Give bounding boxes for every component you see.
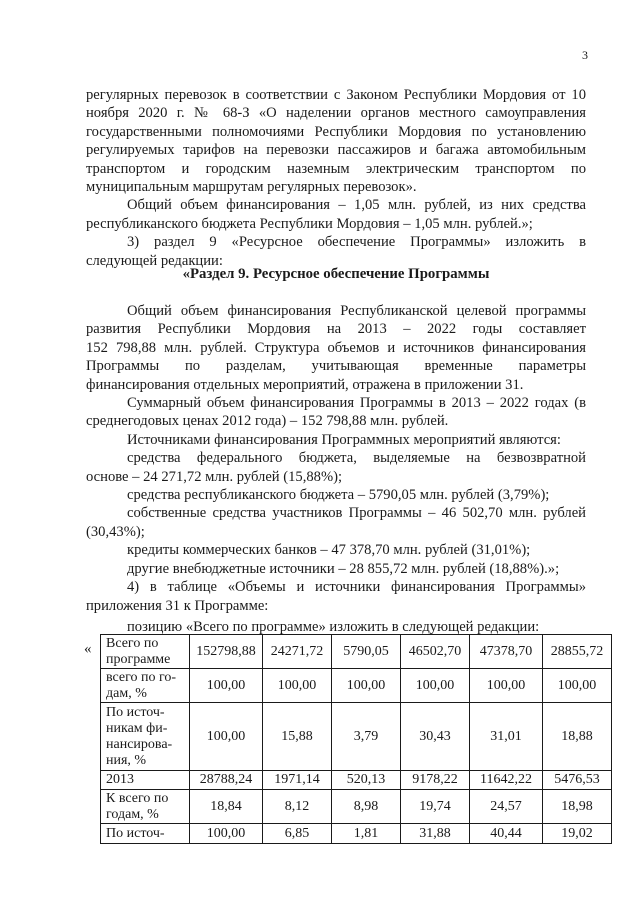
text-line: регулируемых тарифов на перевозки пассажиров и багажа автомобильным — [86, 142, 586, 159]
text-line: 4) в таблице «Объемы и источники финансирования Программы» — [127, 579, 586, 596]
text-line: 152 798,88 млн. рублей. Структура объемов и источников финансирования — [86, 339, 586, 356]
table-cell: 152798,88 — [190, 635, 263, 669]
table-row — [101, 635, 612, 669]
table-cell: 100,00 — [263, 669, 332, 703]
table-cell: 18,84 — [190, 790, 263, 824]
table-cell: 8,98 — [332, 790, 401, 824]
row-label: Всего по программе — [101, 635, 190, 669]
text-line: приложения 31 к Программе: — [86, 597, 269, 614]
text-line: государственными полномочиями Республики Мордовия по установлению — [86, 123, 586, 140]
table-cell: 19,74 — [401, 790, 470, 824]
table-cell: 5476,53 — [543, 771, 612, 790]
table-cell: 100,00 — [470, 669, 543, 703]
table-row — [101, 790, 612, 824]
text-line: регулярных перевозок в соответствии с Законом Республики Мордовия от 10 — [86, 87, 586, 103]
table-cell: 100,00 — [401, 669, 470, 703]
financing-table — [100, 634, 612, 844]
table-cell: 1971,14 — [263, 771, 332, 790]
table-cell: 31,88 — [401, 824, 470, 844]
text-line: 3) раздел 9 «Ресурсное обеспечение Программы» изложить в — [127, 234, 586, 251]
text-line: Источниками финансирования Программных мероприятий являются: — [127, 431, 561, 448]
opening-quote-mark: « — [84, 641, 92, 657]
row-label: По источ- — [101, 824, 190, 844]
table-cell: 15,88 — [263, 703, 332, 771]
text-line: муниципальным маршрутам регулярных перевозок». — [86, 179, 417, 196]
row-label: 2013 — [101, 771, 190, 790]
text-line: среднегодовых ценах 2012 года) – 152 798,88 млн. рублей. — [86, 413, 449, 430]
text-line: Общий объем финансирования Республиканской целевой программы — [127, 303, 586, 319]
table-cell: 8,12 — [263, 790, 332, 824]
table-cell: 28788,24 — [190, 771, 263, 790]
text-line: Суммарный объем финансирования Программы в 2013 – 2022 годах (в — [127, 395, 586, 412]
table-row — [101, 771, 612, 790]
table-row — [101, 703, 612, 771]
text-line: позицию «Всего по программе» изложить в следующей редакции: — [127, 618, 540, 635]
table-cell: 47378,70 — [470, 635, 543, 669]
table-cell: 520,13 — [332, 771, 401, 790]
table-cell: 3,79 — [332, 703, 401, 771]
row-label: К всего по годам, % — [101, 790, 190, 824]
text-line: транспортом и городским наземным электрическим транспортом по — [86, 160, 586, 177]
text-line: Программы по разделам, учитывающая временные параметры — [86, 358, 586, 375]
text-line: основе – 24 271,72 млн. рублей (15,88%); — [86, 468, 343, 485]
text-line: Общий объем финансирования – 1,05 млн. рублей, из них средства — [127, 197, 586, 214]
table-cell: 40,44 — [470, 824, 543, 844]
table-cell: 6,85 — [263, 824, 332, 844]
table-cell: 24271,72 — [263, 635, 332, 669]
page-number: 3 — [582, 48, 588, 62]
text-line: развития Республики Мордовия на 2013 – 2022 годы составляет — [86, 321, 586, 338]
text-line: республиканского бюджета Республики Мордовия – 1,05 млн. рублей.»; — [86, 215, 533, 232]
text-line: кредиты коммерческих банков – 47 378,70 млн. рублей (31,01%); — [127, 542, 531, 559]
table-cell: 30,43 — [401, 703, 470, 771]
row-label: По источ- никам фи- нансирова- ния, % — [101, 703, 190, 771]
paragraph-resources — [86, 302, 586, 636]
text-line: финансирования отдельных мероприятий, отражена в приложении 31. — [86, 376, 524, 393]
table-cell: 18,88 — [543, 703, 612, 771]
text-line: следующей редакции: — [86, 252, 223, 269]
text-line: средства федерального бюджета, выделяемые на безвозвратной — [127, 450, 586, 467]
table-cell: 24,57 — [470, 790, 543, 824]
table-cell: 19,02 — [543, 824, 612, 844]
table-cell: 100,00 — [190, 669, 263, 703]
table-cell: 1,81 — [332, 824, 401, 844]
row-label: всего по го- дам, % — [101, 669, 190, 703]
text-line: собственные средства участников Программы – 46 502,70 млн. рублей — [127, 505, 586, 522]
table-cell: 28855,72 — [543, 635, 612, 669]
table-cell: 31,01 — [470, 703, 543, 771]
text-line: другие внебюджетные источники – 28 855,72 млн. рублей (18,88%).»; — [127, 560, 560, 577]
table-cell: 100,00 — [190, 703, 263, 771]
table-cell: 100,00 — [332, 669, 401, 703]
section-heading: «Раздел 9. Ресурсное обеспечение Программы — [182, 266, 490, 282]
text-line: ноября 2020 г. № 68-З «О наделении органов местного самоуправления — [86, 105, 586, 122]
table-cell: 18,98 — [543, 790, 612, 824]
paragraph-transport-law — [86, 86, 586, 270]
table-row — [101, 669, 612, 703]
table-cell: 46502,70 — [401, 635, 470, 669]
text-line: средства республиканского бюджета – 5790,05 млн. рублей (3,79%); — [127, 487, 550, 504]
table-row — [101, 824, 612, 844]
table-cell: 11642,22 — [470, 771, 543, 790]
table-cell: 100,00 — [190, 824, 263, 844]
text-line: (30,43%); — [86, 523, 145, 540]
table-cell: 9178,22 — [401, 771, 470, 790]
table-cell: 5790,05 — [332, 635, 401, 669]
table-cell: 100,00 — [543, 669, 612, 703]
